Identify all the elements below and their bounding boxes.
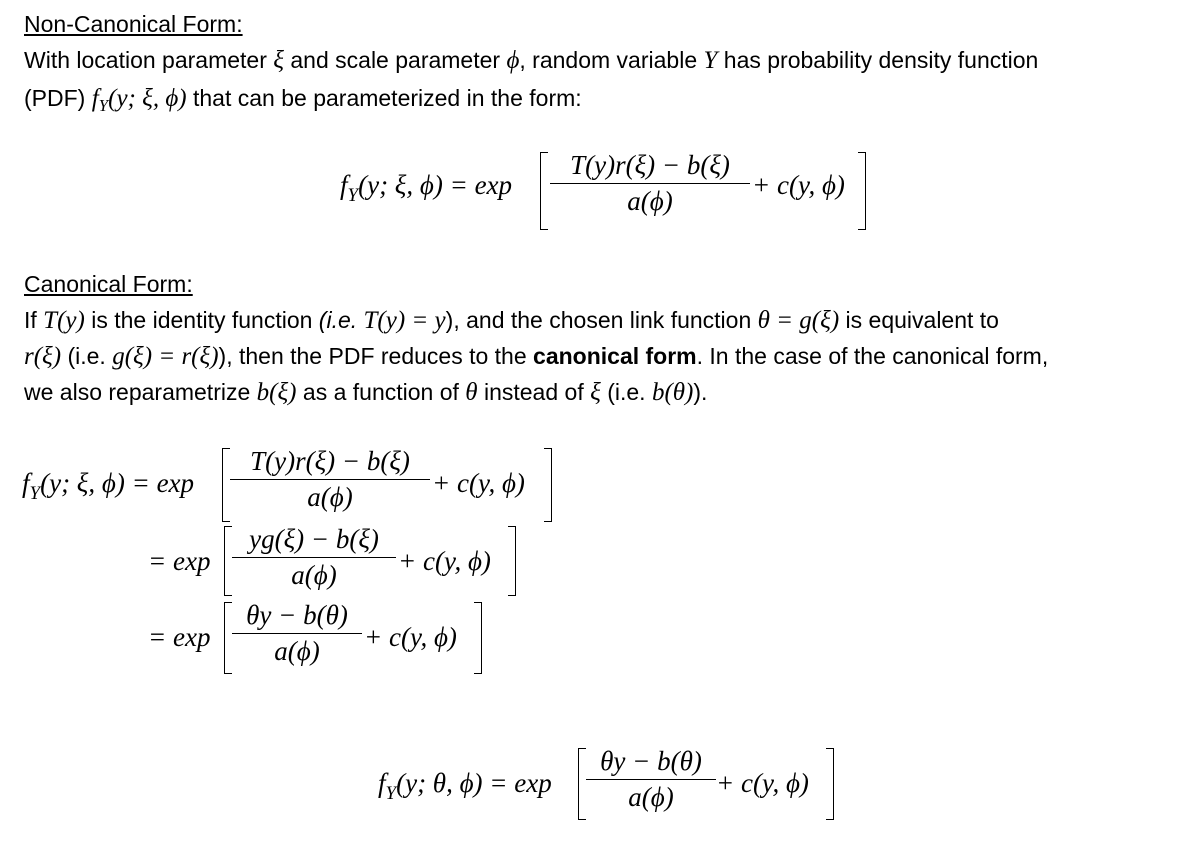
denominator: a(ϕ) (627, 186, 673, 216)
canonical-line-1 (24, 302, 999, 339)
text: If (24, 307, 44, 333)
text: ), then the PDF reduces to the (218, 343, 534, 369)
right-bracket (544, 448, 552, 522)
text: With location parameter (24, 47, 274, 73)
noncanonical-equation (340, 150, 880, 235)
f-symbol: f (22, 468, 30, 498)
equals-sign: = (148, 546, 173, 576)
math: T(y) = y (363, 307, 446, 334)
bold-text: canonical form (533, 343, 697, 369)
fraction-bar (232, 633, 362, 634)
fraction-bar (550, 183, 750, 184)
text-italic: (i.e. (318, 307, 364, 333)
denominator: a(ϕ) (274, 636, 320, 666)
text: that can be parameterized in the form: (186, 85, 582, 111)
canonical-line-3 (24, 374, 707, 411)
text: is equivalent to (839, 307, 999, 333)
exp-function: exp (172, 546, 211, 576)
derivation-step-2 (148, 524, 528, 600)
text: is the identity function (84, 307, 319, 333)
math: b(ξ) (256, 379, 297, 406)
denominator: a(ϕ) (307, 482, 353, 512)
tail-term: + c(y, ϕ) (398, 546, 491, 576)
fraction (550, 150, 750, 217)
left-bracket (578, 748, 586, 820)
derivation-step-1 (22, 446, 582, 526)
noncanonical-line-1 (24, 42, 1038, 79)
fraction (586, 746, 716, 813)
text: (PDF) (24, 85, 92, 111)
phi-symbol: ϕ (506, 47, 520, 74)
left-bracket (224, 602, 232, 674)
math: g(ξ) = r(ξ) (112, 343, 219, 370)
lhs-args: (y; ξ, ϕ) = (358, 170, 475, 200)
text: we also reparametrize (24, 379, 257, 405)
derivation-step-3 (148, 600, 488, 676)
fraction-bar (232, 557, 396, 558)
pdf-args: (y; ξ, ϕ) (108, 85, 187, 112)
text: (i.e. (61, 343, 113, 369)
math: T(y) (43, 307, 85, 334)
lhs-args: (y; θ, ϕ) = (396, 768, 515, 798)
tail-term: + c(y, ϕ) (364, 622, 457, 652)
tail-term: + c(y, ϕ) (716, 768, 809, 798)
left-bracket (222, 448, 230, 522)
final-canonical-equation (378, 746, 848, 824)
fraction (232, 600, 362, 667)
xi-symbol: ξ (273, 47, 284, 74)
tail-term: + c(y, ϕ) (752, 170, 845, 200)
text: as a function of (296, 379, 466, 405)
exp-function: exp (172, 622, 211, 652)
math: θ (465, 379, 478, 406)
right-bracket (508, 526, 516, 596)
subscript: Y (29, 483, 41, 504)
f-symbol: f (91, 85, 99, 112)
fraction (232, 524, 396, 591)
fraction-bar (230, 479, 430, 480)
denominator: a(ϕ) (291, 560, 337, 590)
text: instead of (477, 379, 591, 405)
numerator: yg(ξ) − b(ξ) (249, 524, 379, 554)
canonical-heading: Canonical Form: (24, 271, 193, 297)
left-bracket (224, 526, 232, 596)
subscript: Y (347, 185, 359, 206)
equals-sign: = (148, 622, 173, 652)
tail-term: + c(y, ϕ) (432, 468, 525, 498)
noncanonical-heading: Non-Canonical Form: (24, 11, 243, 37)
text: and the chosen link function (459, 307, 758, 333)
fraction-bar (586, 779, 716, 780)
exp-function: exp (474, 170, 513, 200)
text: ). (693, 379, 708, 405)
fraction (230, 446, 430, 513)
numerator: T(y)r(ξ) − b(ξ) (570, 150, 730, 180)
text: and scale parameter (284, 47, 507, 73)
right-bracket (826, 748, 834, 820)
text: ), (445, 307, 460, 333)
text: . In the case of the canonical form, (696, 343, 1049, 369)
math: θ = g(ξ) (757, 307, 840, 334)
numerator: θy − b(θ) (600, 746, 702, 776)
text: , random variable (519, 47, 704, 73)
f-symbol: f (378, 768, 386, 798)
right-bracket (474, 602, 482, 674)
exp-function: exp (156, 468, 195, 498)
math: ξ (590, 379, 601, 406)
subscript: Y (385, 783, 397, 804)
noncanonical-line-2 (24, 80, 582, 124)
numerator: T(y)r(ξ) − b(ξ) (250, 446, 410, 476)
left-bracket (540, 152, 548, 230)
f-symbol: f (340, 170, 348, 200)
math: b(θ) (651, 379, 694, 406)
lhs-args: (y; ξ, ϕ) = (40, 468, 157, 498)
right-bracket (858, 152, 866, 230)
text: (i.e. (600, 379, 652, 405)
text: has probability density function (717, 47, 1039, 73)
denominator: a(ϕ) (628, 782, 674, 812)
y-variable: Y (703, 47, 718, 74)
canonical-line-2 (24, 338, 1048, 375)
numerator: θy − b(θ) (246, 600, 348, 630)
subscript: Y (98, 96, 109, 115)
math: r(ξ) (24, 343, 62, 370)
exp-function: exp (514, 768, 552, 798)
